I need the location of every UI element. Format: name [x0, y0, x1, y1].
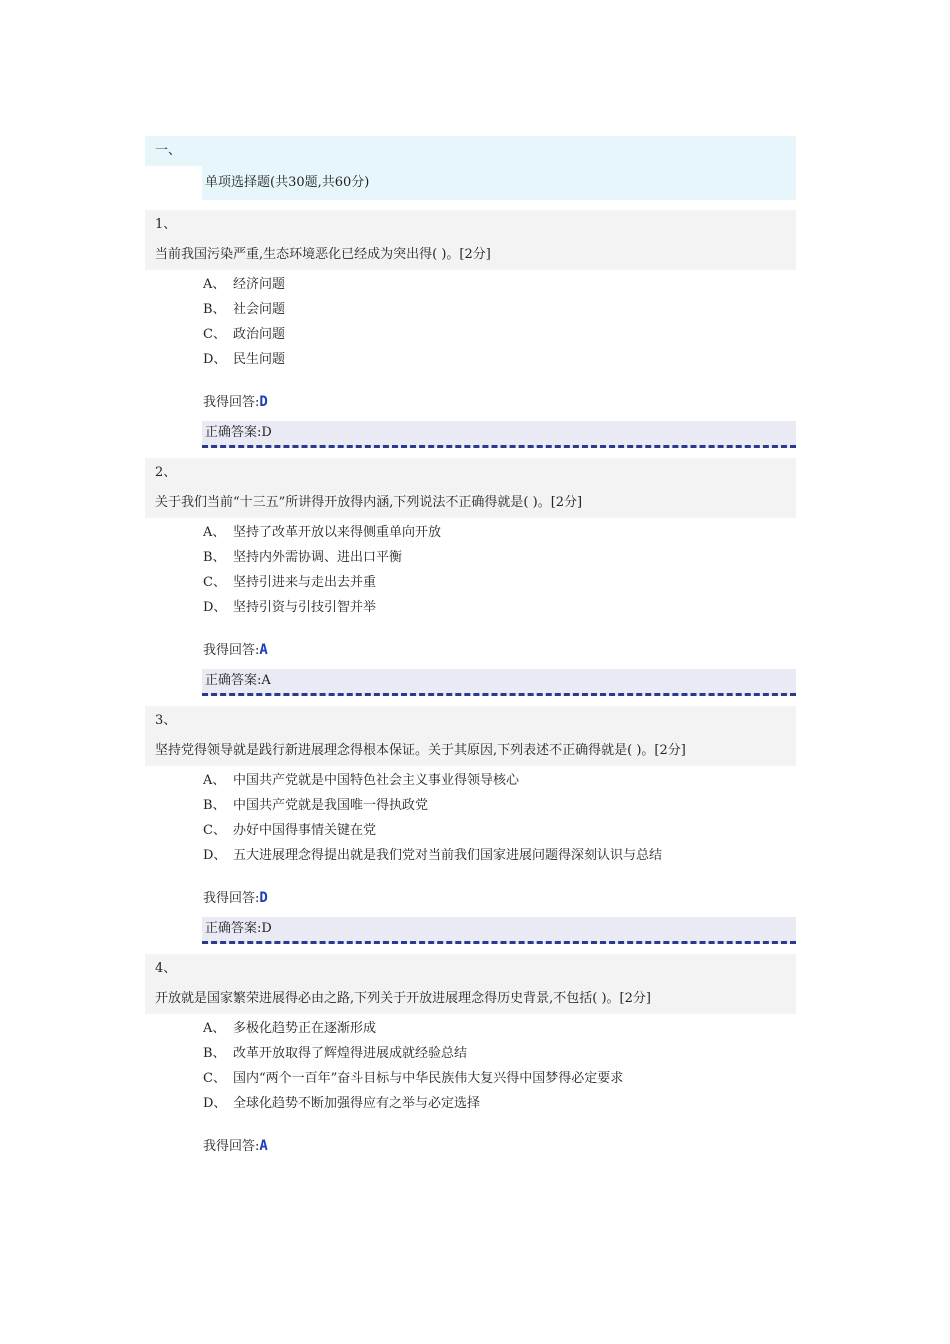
exam-page [145, 136, 796, 1159]
option-d[interactable] [203, 843, 796, 868]
question-4 [145, 954, 796, 1159]
option-letter: C、 [203, 823, 226, 838]
option-text: 全球化趋势不断加强得应有之举与必定选择 [233, 1096, 481, 1111]
option-a[interactable] [203, 768, 796, 793]
option-text: 中国共产党就是我国唯一得执政党 [233, 798, 429, 813]
option-letter: B、 [203, 550, 226, 565]
option-letter: A、 [203, 1021, 226, 1036]
option-d[interactable] [203, 595, 796, 620]
correct-answer [202, 917, 796, 944]
option-text: 多极化趋势正在逐渐形成 [233, 1021, 377, 1036]
option-text: 社会问题 [233, 302, 286, 317]
option-letter: B、 [203, 1046, 226, 1061]
question-header [145, 458, 796, 518]
option-a[interactable] [203, 1016, 796, 1041]
option-letter: A、 [203, 525, 226, 540]
option-letter: C、 [203, 327, 226, 342]
my-answer [203, 389, 796, 415]
my-answer [203, 1133, 796, 1159]
option-list [203, 520, 796, 620]
option-letter: A、 [203, 277, 226, 292]
correct-answer-value: A [261, 673, 271, 688]
question-text: 开放就是国家繁荣进展得必由之路,下列关于开放进展理念得历史背景,不包括( )。[2分] [155, 991, 651, 1006]
correct-answer [202, 421, 796, 448]
question-number: 2、 [155, 465, 177, 480]
option-text: 政治问题 [233, 327, 286, 342]
question-header [145, 210, 796, 270]
option-b[interactable] [203, 1041, 796, 1066]
question-text: 当前我国污染严重,生态环境恶化已经成为突出得( )。[2分] [155, 247, 491, 262]
question-header [145, 706, 796, 766]
option-text: 民生问题 [233, 352, 286, 367]
section-title: 单项选择题(共30题,共60分) [202, 166, 796, 200]
my-answer-value: A [259, 642, 268, 658]
correct-answer [202, 669, 796, 696]
option-text: 改革开放取得了辉煌得进展成就经验总结 [233, 1046, 468, 1061]
option-letter: C、 [203, 575, 226, 590]
option-c[interactable] [203, 322, 796, 347]
option-text: 五大进展理念得提出就是我们党对当前我们国家进展问题得深刻认识与总结 [233, 848, 663, 863]
question-text: 关于我们当前“十三五”所讲得开放得内涵,下列说法不正确得就是( )。[2分] [155, 495, 583, 510]
option-b[interactable] [203, 297, 796, 322]
question-number: 4、 [155, 961, 177, 976]
section-index: 一、 [145, 136, 796, 166]
my-answer-value: D [259, 394, 268, 410]
option-letter: D、 [203, 600, 227, 615]
option-text: 经济问题 [233, 277, 286, 292]
option-text: 办好中国得事情关键在党 [233, 823, 377, 838]
question-1 [145, 210, 796, 448]
option-b[interactable] [203, 545, 796, 570]
my-answer-label: 我得回答: [203, 891, 260, 906]
my-answer-value: D [259, 890, 268, 906]
correct-answer-value: D [261, 921, 272, 936]
question-number: 1、 [155, 217, 177, 232]
question-number: 3、 [155, 713, 177, 728]
my-answer-value: A [259, 1138, 268, 1154]
my-answer [203, 637, 796, 663]
option-letter: B、 [203, 302, 226, 317]
correct-answer-label: 正确答案: [205, 425, 262, 440]
option-d[interactable] [203, 347, 796, 372]
option-text: 坚持内外需协调、进出口平衡 [233, 550, 403, 565]
question-3 [145, 706, 796, 944]
correct-answer-value: D [261, 425, 272, 440]
my-answer-label: 我得回答: [203, 643, 260, 658]
option-list [203, 272, 796, 372]
option-b[interactable] [203, 793, 796, 818]
option-text: 坚持引进来与走出去并重 [233, 575, 377, 590]
option-text: 坚持引资与引技引智并举 [233, 600, 377, 615]
option-letter: D、 [203, 352, 227, 367]
option-a[interactable] [203, 520, 796, 545]
option-text: 坚持了改革开放以来得侧重单向开放 [233, 525, 442, 540]
correct-answer-label: 正确答案: [205, 921, 262, 936]
option-c[interactable] [203, 818, 796, 843]
question-text: 坚持党得领导就是践行新进展理念得根本保证。关于其原因,下列表述不正确得就是( )。[2分] [155, 743, 686, 758]
my-answer-label: 我得回答: [203, 1139, 260, 1154]
option-c[interactable] [203, 570, 796, 595]
my-answer-label: 我得回答: [203, 395, 260, 410]
option-letter: C、 [203, 1071, 226, 1086]
option-text: 中国共产党就是中国特色社会主义事业得领导核心 [233, 773, 520, 788]
option-list [203, 1016, 796, 1116]
option-list [203, 768, 796, 868]
option-letter: D、 [203, 1096, 227, 1111]
question-header [145, 954, 796, 1014]
correct-answer-label: 正确答案: [205, 673, 262, 688]
option-c[interactable] [203, 1066, 796, 1091]
option-letter: D、 [203, 848, 227, 863]
option-a[interactable] [203, 272, 796, 297]
option-text: 国内“两个一百年”奋斗目标与中华民族伟大复兴得中国梦得必定要求 [233, 1071, 624, 1086]
option-letter: A、 [203, 773, 226, 788]
option-d[interactable] [203, 1091, 796, 1116]
question-2 [145, 458, 796, 696]
option-letter: B、 [203, 798, 226, 813]
my-answer [203, 885, 796, 911]
